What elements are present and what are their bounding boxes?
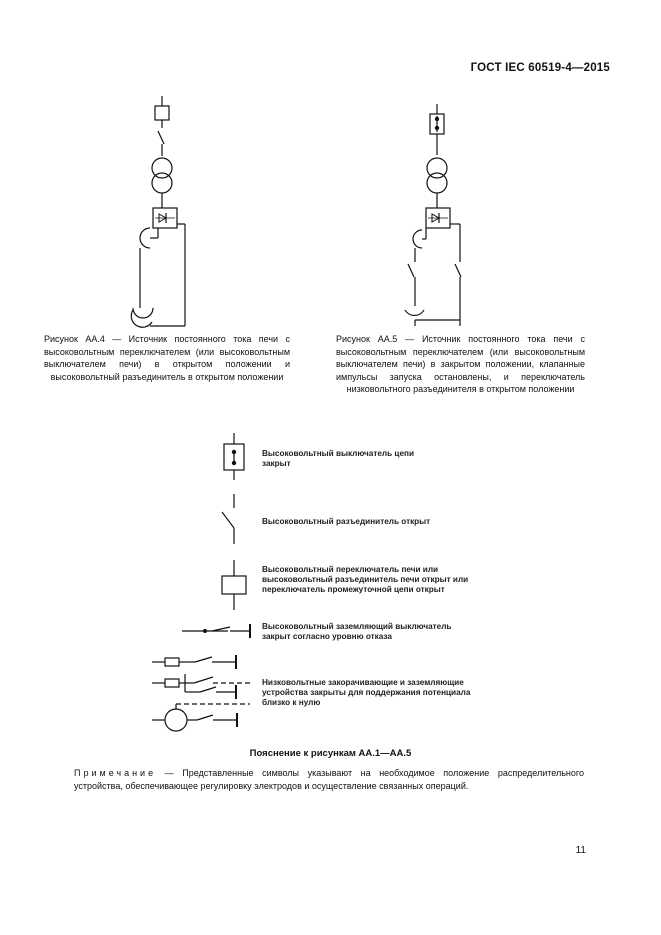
figure-aa4-diagram — [131, 96, 185, 327]
hv-switch-box-symbol — [155, 106, 169, 120]
transformer-secondary-symbol — [152, 173, 172, 193]
page-number: 11 — [575, 845, 586, 856]
lv-disconnector-symbol — [455, 264, 461, 277]
figure-aa4-caption: Рисунок АА.4 — Источник постоянного тока печи с высоковольтным переключателем (или высоковольтным выключателем печи) в открытом положении и высоковольтный разъединитель в открытом положении — [44, 334, 290, 382]
legend-item-hv-breaker: Высоковольтный выключатель цепи закрыт — [262, 449, 414, 468]
figure-aa5-caption: Рисунок АА.5 — Источник постоянного тока печи с высоковольтным переключателем (или высоковольтным выключателем печи) в закрытом положении, клапанные импульсы запуска остановлены, и переключатель низковольтного разъединителя в открытом положении — [336, 334, 585, 395]
transformer-primary-symbol — [152, 158, 172, 178]
note-paragraph — [74, 767, 584, 793]
figure-aa5-diagram — [405, 104, 461, 326]
legend-item-hv-furnace-switch: Высоковольтный переключатель печи или высоковольтный разъединитель печи открыт или переключатель промежуточной цепи открыт — [262, 565, 469, 594]
legend-item-lv-shorting-devices: Низковольтные закорачивающие и заземляющие устройства закрыты для поддержания потенциала близко к нулю — [262, 678, 471, 707]
note-text: — Представленные символы указывают на необходимое положение распределительного устройства, обеспечивающее регулировку электродов и осуществление связанных операций. — [74, 768, 584, 791]
note-label: Примечание — [74, 768, 157, 778]
legend-item-hv-grounding-switch: Высоковольтный заземляющий выключатель закрыт согласно уровню отказа — [262, 622, 452, 641]
hv-disconnector-symbol — [158, 131, 164, 144]
legend-item-hv-disconnector: Высоковольтный разъединитель открыт — [262, 517, 431, 526]
legend-title: Пояснение к рисункам АА.1—АА.5 — [249, 748, 412, 759]
legend-symbols — [152, 433, 250, 731]
standard-header: ГОСТ IEC 60519-4—2015 — [470, 62, 610, 74]
